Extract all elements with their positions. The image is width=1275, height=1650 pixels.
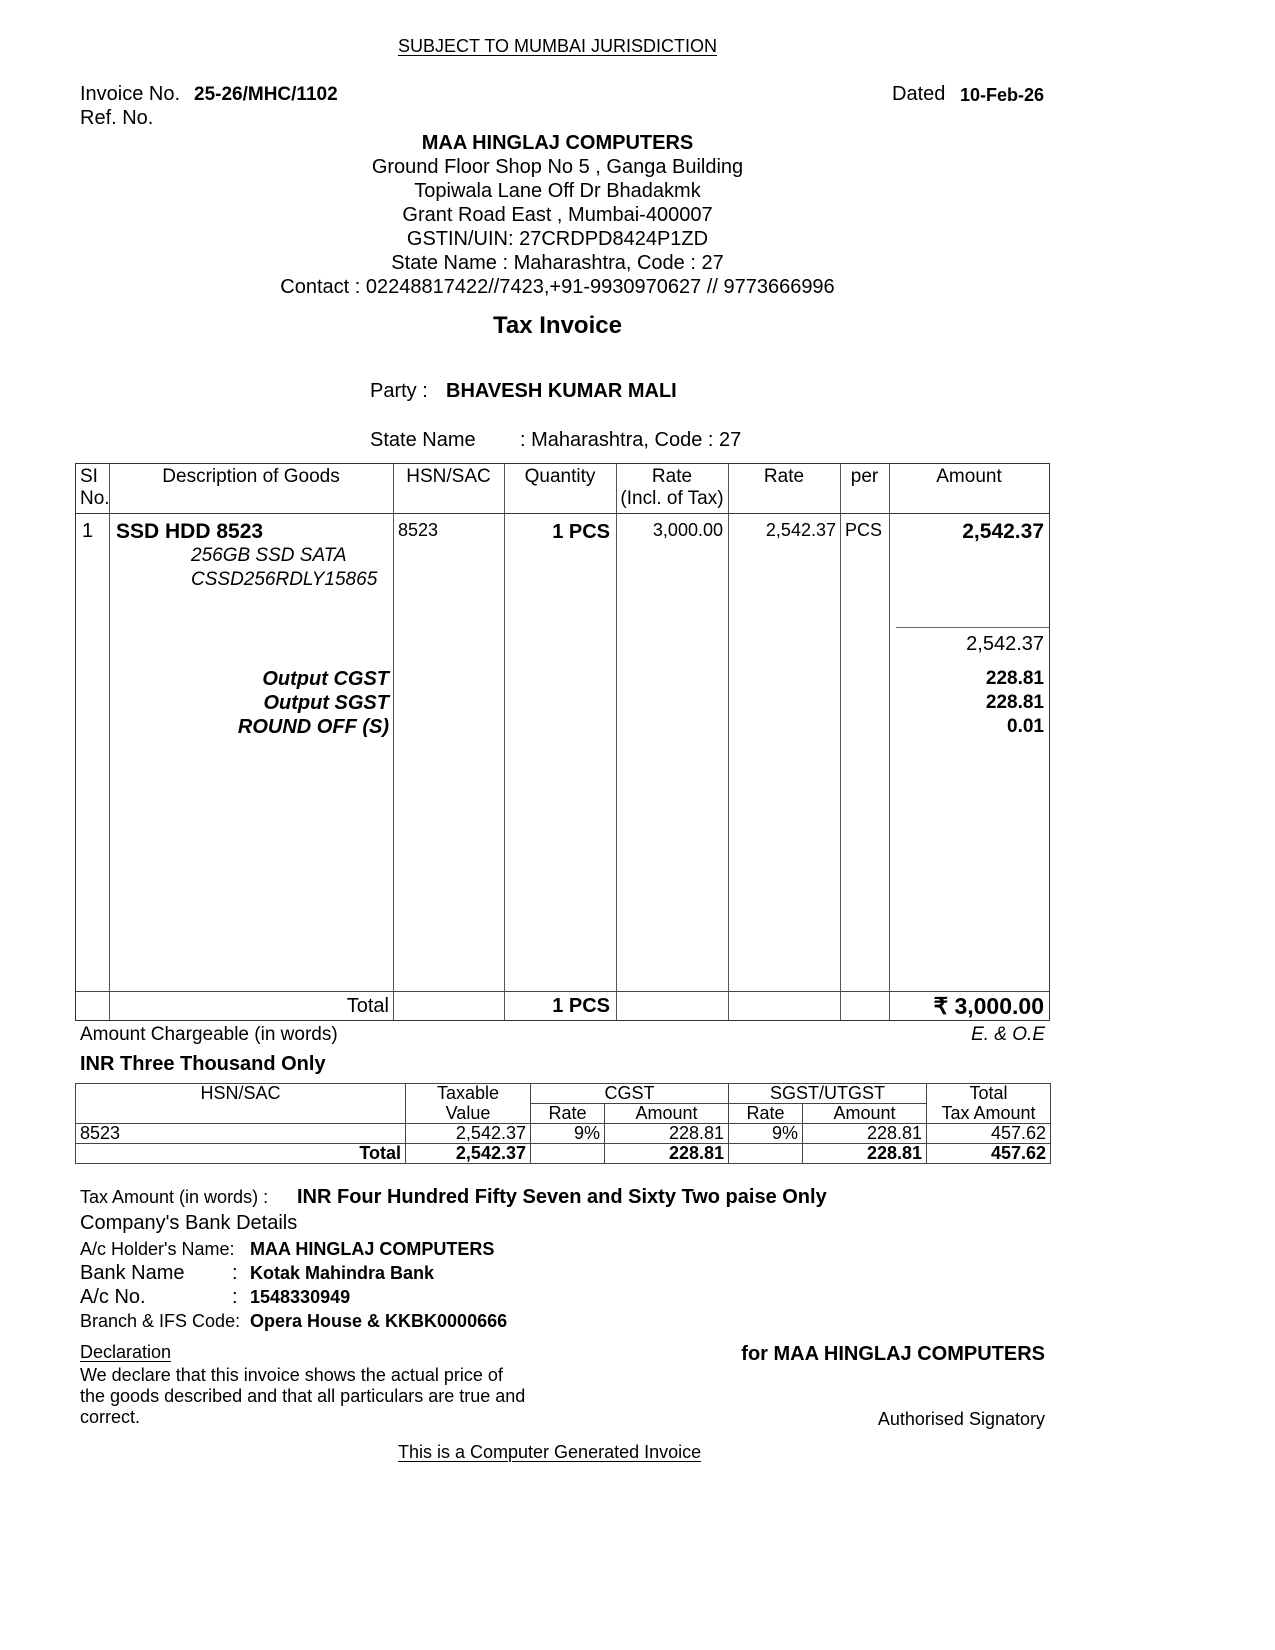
declaration-text: We declare that this invoice shows the actual price of the goods described and that all particulars are true and correct.: [80, 1365, 526, 1427]
bank-labels: [80, 1237, 240, 1333]
item-amount: 2,542.37: [962, 520, 1044, 543]
items-table: [75, 463, 1050, 1021]
ledger-cgst-amount: 228.81: [985, 668, 1044, 689]
total-amount: ₹ 3,000.00: [933, 993, 1044, 1019]
tax-header-taxable-value: Value: [406, 1104, 531, 1124]
bank-account-value: 1548330949: [250, 1287, 351, 1307]
tax-header-total: Total: [927, 1084, 1051, 1104]
tax-cgst-amount: 228.81: [605, 1124, 729, 1144]
dated-label: Dated: [892, 83, 946, 105]
tax-sgst-rate: 9%: [729, 1124, 803, 1144]
tax-header-taxable: Taxable: [406, 1084, 531, 1104]
header-per: per: [850, 466, 879, 487]
header-rate: Rate: [763, 466, 805, 487]
ledger-roundoff-label: ROUND OFF (S): [237, 716, 389, 738]
tax-cgst-rate: 9%: [531, 1124, 605, 1144]
item-description: SSD HDD 8523: [116, 520, 264, 543]
seller-address-line: Topiwala Lane Off Dr Bhadakmk: [414, 180, 701, 202]
for-company: for MAA HINGLAJ COMPUTERS: [741, 1343, 1045, 1365]
item-sub-lines: [191, 544, 377, 592]
tax-sgst-amount: 228.81: [803, 1124, 927, 1144]
seller-gstin: GSTIN/UIN: 27CRDPD8424P1ZD: [406, 228, 709, 250]
ref-number-label: Ref. No.: [80, 107, 154, 129]
tax-row: [76, 1124, 1051, 1144]
invoice-number: 25-26/MHC/1102: [194, 84, 338, 105]
tax-hsn: 8523: [76, 1124, 406, 1144]
tax-total-cgst-rate: [531, 1144, 605, 1164]
tax-total-taxable: 2,542.37: [406, 1144, 531, 1164]
item-sl: 1: [82, 520, 94, 542]
tax-total: 457.62: [927, 1124, 1051, 1144]
party-name: BHAVESH KUMAR MALI: [446, 380, 677, 402]
header-rate-incl-tax: Rate (Incl. of Tax): [620, 466, 724, 509]
jurisdiction-note: SUBJECT TO MUMBAI JURISDICTION: [397, 36, 718, 56]
party-label: Party :: [370, 380, 428, 402]
tax-header-cgst: CGST: [531, 1084, 729, 1104]
tax-summary-table: [75, 1083, 1051, 1164]
tax-words-label: Tax Amount (in words) :: [80, 1187, 269, 1207]
seller-state: State Name : Maharashtra, Code : 27: [391, 252, 724, 274]
subtotal-rule: [896, 627, 1049, 628]
tax-words-value: INR Four Hundred Fifty Seven and Sixty Two paise Only: [297, 1186, 827, 1208]
bank-colons: : :: [232, 1262, 238, 1308]
ledger-sgst-label: Output SGST: [263, 692, 389, 714]
authorised-signatory: Authorised Signatory: [877, 1409, 1045, 1429]
tax-header-cgst-amount: Amount: [605, 1104, 729, 1124]
total-label: Total: [346, 995, 389, 1017]
ledger-labels: [109, 667, 389, 739]
bank-holder-label: A/c Holder's Name:: [80, 1239, 235, 1259]
tax-header-total-amount: Tax Amount: [927, 1104, 1051, 1124]
bank-account-label: A/c No.: [80, 1286, 146, 1308]
amount-words-value: INR Three Thousand Only: [80, 1053, 326, 1075]
header-quantity: Quantity: [524, 466, 596, 487]
computer-generated-note: This is a Computer Generated Invoice: [398, 1442, 702, 1462]
party-state-label: State Name: [370, 429, 476, 451]
bank-name-value: Kotak Mahindra Bank: [250, 1263, 435, 1283]
header-description: Description of Goods: [162, 466, 340, 487]
tax-total-total: 457.62: [927, 1144, 1051, 1164]
item-hsn: 8523: [398, 520, 439, 540]
tax-header-hsn-cont: [76, 1104, 406, 1124]
invoice-number-label: Invoice No.: [80, 83, 181, 105]
bank-holder-value: MAA HINGLAJ COMPUTERS: [250, 1239, 495, 1259]
tax-total-sgst-amount: 228.81: [803, 1144, 927, 1164]
tax-header-sgst: SGST/UTGST: [729, 1084, 927, 1104]
tax-total-row: [76, 1144, 1051, 1164]
header-amount: Amount: [936, 466, 1002, 487]
item-rate: 2,542.37: [765, 520, 836, 540]
amount-words-label: Amount Chargeable (in words): [80, 1024, 338, 1045]
header-sl: SI No.: [80, 466, 110, 509]
ledger-sgst-amount: 228.81: [985, 692, 1044, 713]
tax-header-sgst-rate: Rate: [729, 1104, 803, 1124]
seller-block: [0, 131, 1115, 299]
document-title: Tax Invoice: [493, 312, 622, 339]
item-rate-incl-tax: 3,000.00: [652, 520, 723, 540]
seller-contact: Contact : 02248817422//7423,+91-9930970627 // 9773666996: [280, 276, 835, 298]
tax-total-sgst-rate: [729, 1144, 803, 1164]
bank-name-label: Bank Name: [80, 1262, 185, 1284]
declaration-heading: Declaration: [80, 1342, 172, 1362]
tax-total-cgst-amount: 228.81: [605, 1144, 729, 1164]
party-state-value: : Maharashtra, Code : 27: [520, 429, 742, 451]
tax-total-label: Total: [76, 1144, 406, 1164]
item-sub-line: CSSD256RDLY15865: [191, 569, 378, 590]
ledger-cgst-label: Output CGST: [262, 668, 389, 690]
item-quantity: 1 PCS: [552, 521, 610, 543]
bank-values: [250, 1237, 507, 1333]
tax-taxable: 2,542.37: [406, 1124, 531, 1144]
item-sub-line: 256GB SSD SATA: [191, 545, 347, 566]
bank-branch-label: Branch & IFS Code:: [80, 1311, 241, 1331]
seller-name: MAA HINGLAJ COMPUTERS: [421, 132, 694, 154]
total-quantity: 1 PCS: [552, 995, 610, 1017]
item-per: PCS: [845, 520, 883, 540]
tax-header-sgst-amount: Amount: [803, 1104, 927, 1124]
invoice-date: 10-Feb-26: [960, 85, 1045, 105]
ledger-roundoff-amount: 0.01: [1007, 716, 1044, 737]
tax-header-hsn: HSN/SAC: [76, 1084, 406, 1104]
eoe-note: E. & O.E: [971, 1024, 1045, 1045]
bank-branch-value: Opera House & KKBK0000666: [250, 1311, 508, 1331]
subtotal-amount: 2,542.37: [966, 633, 1044, 655]
header-hsn: HSN/SAC: [406, 466, 491, 487]
seller-address-line: Ground Floor Shop No 5 , Ganga Building: [371, 156, 744, 178]
ledger-amounts: [889, 667, 1044, 739]
bank-heading: Company's Bank Details: [80, 1212, 298, 1234]
tax-header-cgst-rate: Rate: [531, 1104, 605, 1124]
seller-address-line: Grant Road East , Mumbai-400007: [402, 204, 713, 226]
